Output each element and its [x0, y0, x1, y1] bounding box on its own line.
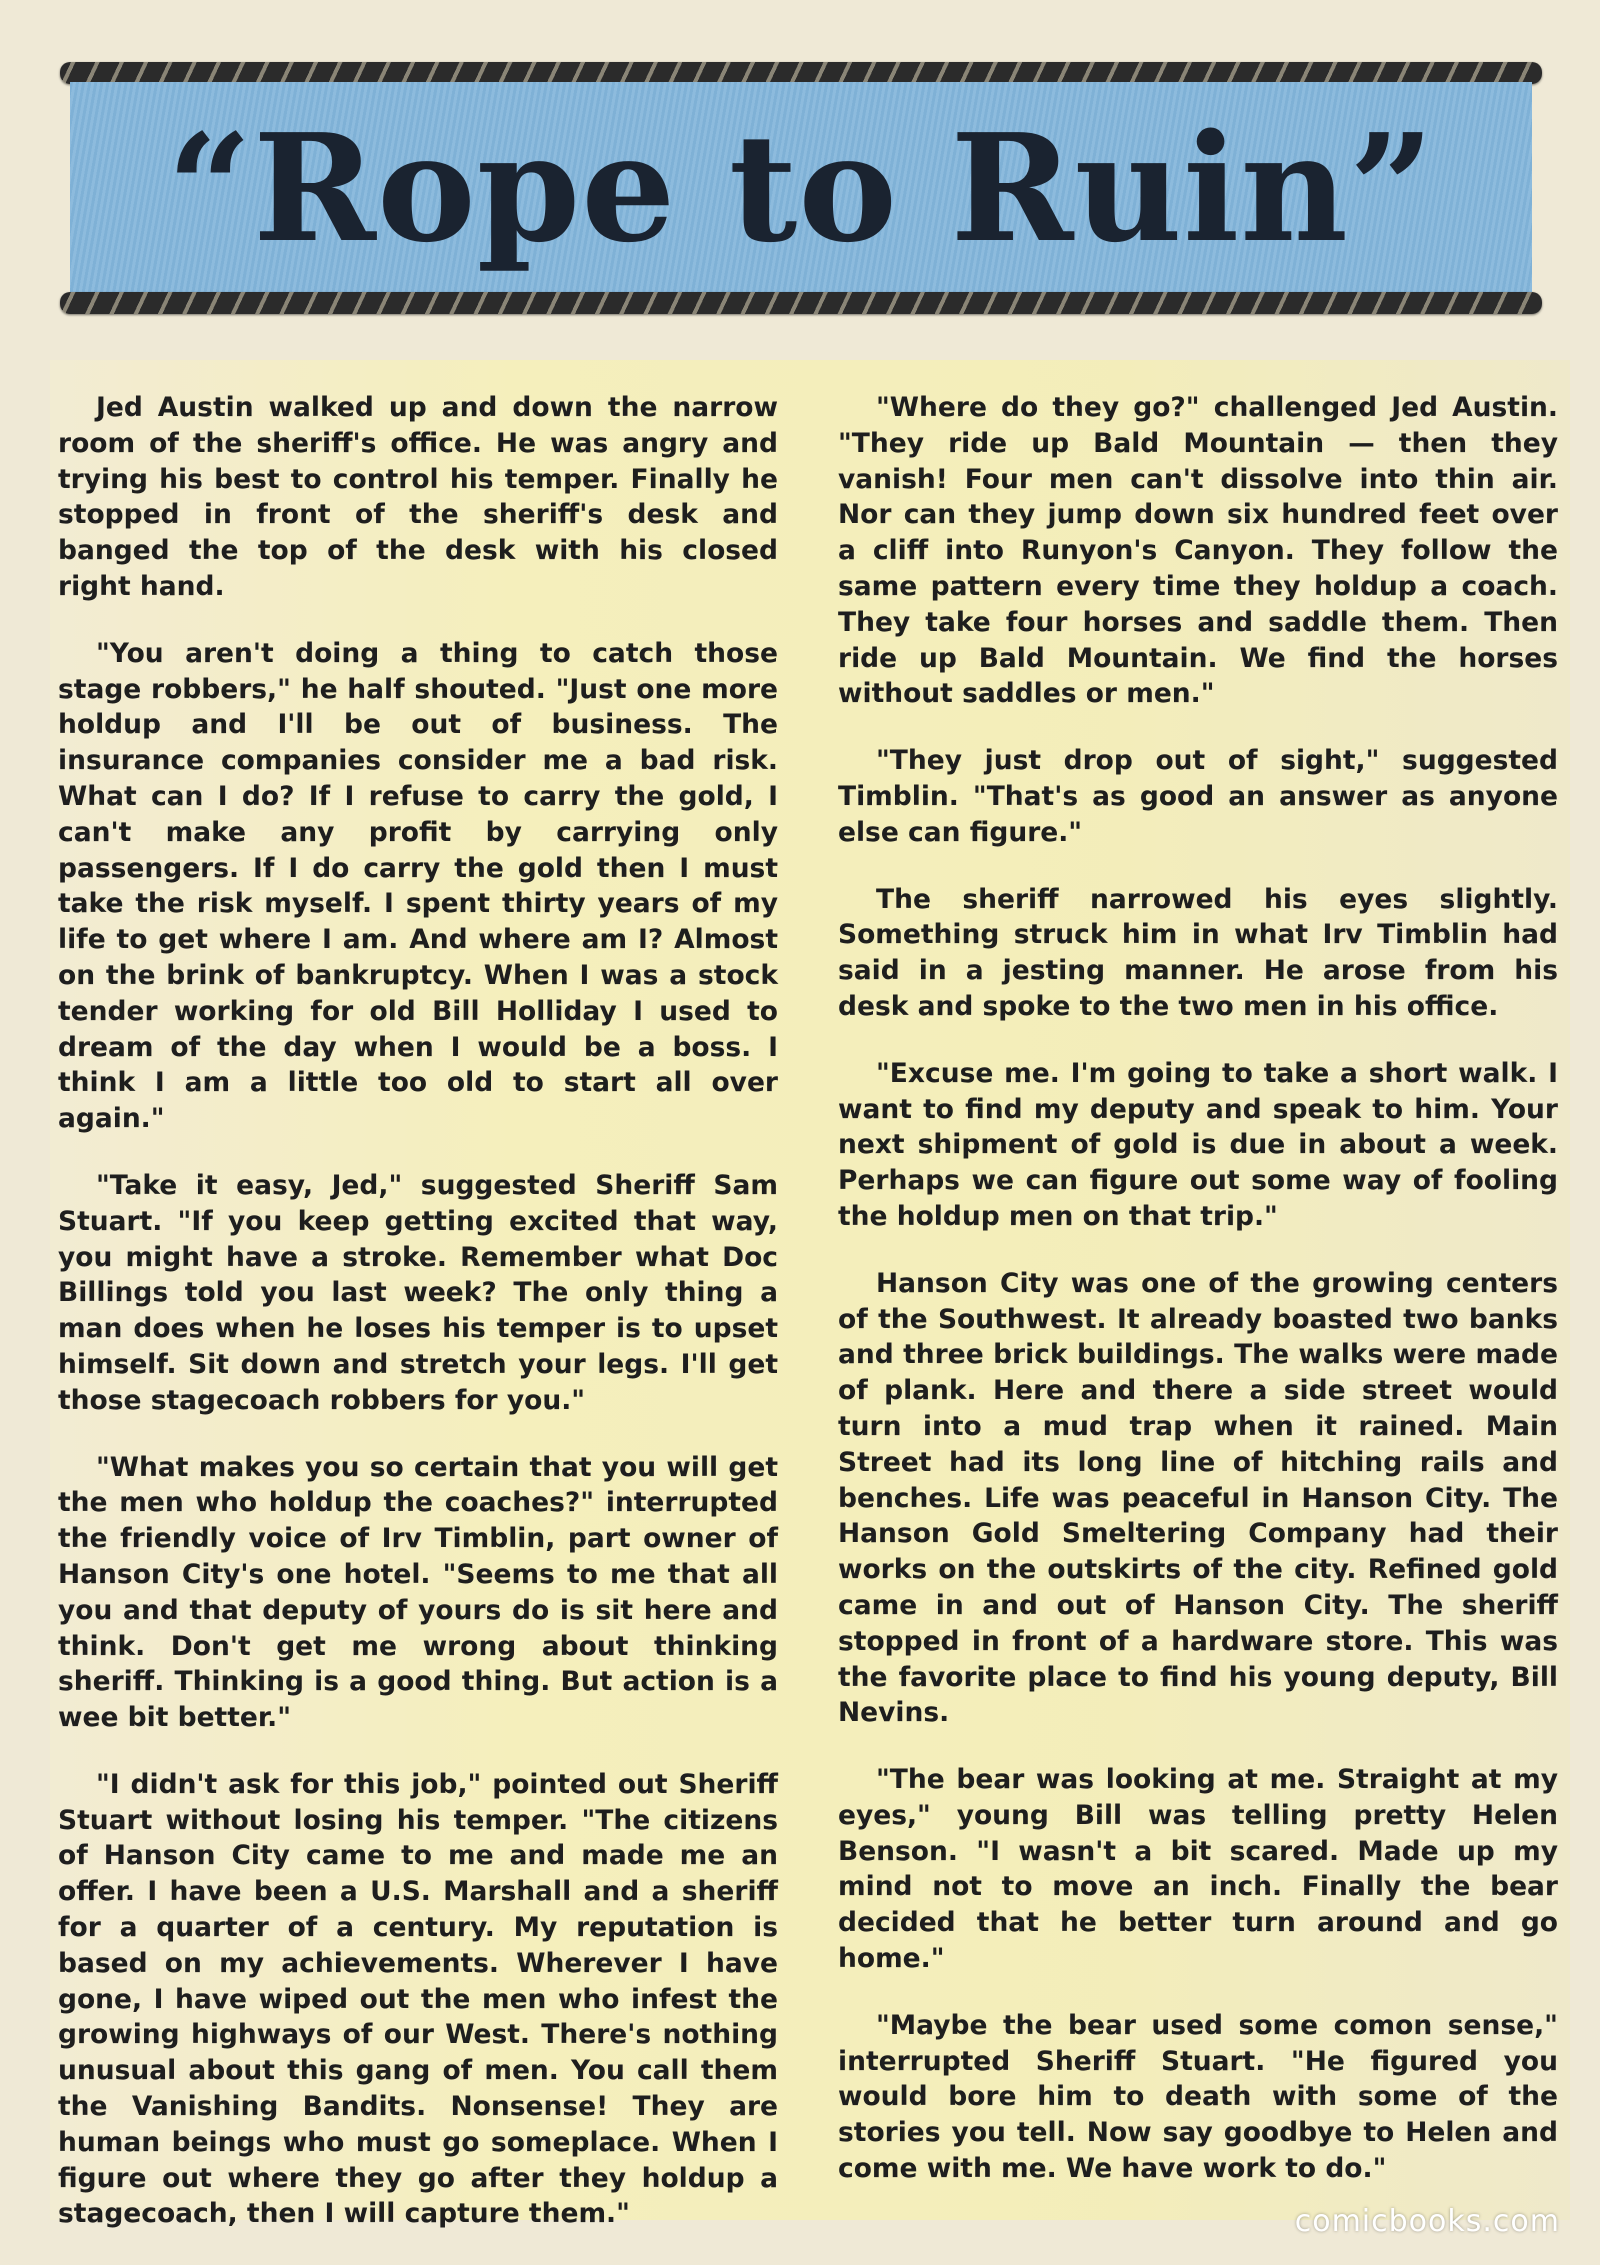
paragraph: "What makes you so certain that you will get the men who holdup the coaches?" interrupted the friendly voice of Irv Timblin, part owner of Hanson City's one hotel. "Seems to me that all you and that deputy of yours do is sit here and think. Don't get me wrong about thinking sheriff. Thinking is a good thing. But action is a wee bit better." — [58, 1451, 778, 1734]
story-title: “Rope to Ruin” — [166, 101, 1436, 275]
site-watermark: comicbooks.com — [1294, 2204, 1560, 2239]
left-column — [58, 390, 778, 2230]
paragraph: The sheriff narrowed his eyes slightly. Something struck him in what Irv Timblin had said in a jesting manner. He arose from his desk and spoke to the two men in his office. — [838, 883, 1558, 1022]
text-columns — [58, 390, 1558, 2230]
paragraph: Hanson City was one of the growing centers of the Southwest. It already boasted two banks and three brick buildings. The walks were made of plank. Here and there a side street would turn into a mud trap when it rained. Main Street had its long line of hitching rails and benches. Life was peaceful in Hanson City. The Hanson Gold Smeltering Company had their works on the outskirts of the city. Refined gold came in and out of Hanson City. The sheriff stopped in front of a hardware store. This was the favorite place to find his young deputy, Bill Nevins. — [838, 1267, 1558, 1729]
paragraph: "You aren't doing a thing to catch those stage robbers," he half shouted. "Just one more holdup and I'll be out of business. The insurance companies consider me a bad risk. What can I do? If I refuse to carry the gold, I can't make any profit by carrying only passengers. If I do carry the gold then I must take the risk myself. I spent thirty years of my life to get where I am. And where am I? Almost on the brink of bankruptcy. When I was a stock tender working for old Bill Holliday I used to dream of the day when I would be a boss. I think I am a little too old to start all over again." — [58, 637, 778, 1135]
banner-field — [70, 82, 1532, 294]
paragraph: "Maybe the bear used some comon sense," interrupted Sheriff Stuart. "He figured you would bore him to death with some of the stories you tell. Now say goodbye to Helen and come with me. We have work to do." — [838, 2009, 1558, 2185]
paragraph: "The bear was looking at me. Straight at my eyes," young Bill was telling pretty Helen Benson. "I wasn't a bit scared. Made up my mind not to move an inch. Finally the bear decided that he better turn around and go home." — [838, 1764, 1558, 1975]
paragraph: "Take it easy, Jed," suggested Sheriff Sam Stuart. "If you keep getting excited that way, you might have a stroke. Remember what Doc Billings told you last week? The only thing a man does when he loses his temper is to upset himself. Sit down and stretch your legs. I'll get those stagecoach robbers for you." — [58, 1169, 778, 1416]
paragraph: Jed Austin walked up and down the narrow room of the sheriff's office. He was angry and trying his best to control his temper. Finally he stopped in front of the sheriff's desk and banged the top of the desk with his closed right hand. — [58, 392, 778, 602]
paragraph: "Excuse me. I'm going to take a short walk. I want to find my deputy and speak to him. Your next shipment of gold is due in about a week. Perhaps we can figure out some way of fooling the holdup men on that trip." — [838, 1057, 1558, 1232]
rope-border-top — [60, 62, 1542, 84]
paragraph: "I didn't ask for this job," pointed out Sheriff Stuart without losing his temper. "The citizens of Hanson City came to me and made me an offer. I have been a U.S. Marshall and a sheriff for a quarter of a century. My reputation is based on my achievements. Wherever I have gone, I have wiped out the men who infest the growing highways of our West. There's nothing unusual about this gang of men. You call them the Vanishing Bandits. Nonsense! They are human beings who must go someplace. When I figure out where they go after they holdup a stagecoach, then I will capture them." — [58, 1768, 778, 2230]
paragraph: "Where do they go?" challenged Jed Austin. "They ride up Bald Mountain — then they vanish! Four men can't dissolve into thin air. Nor can they jump down six hundred feet over a cliff into Runyon's Canyon. They follow the same pattern every time they holdup a coach. They take four horses and saddle them. Then ride up Bald Mountain. We find the horses without saddles or men." — [838, 392, 1558, 710]
paragraph: "They just drop out of sight," suggested Timblin. "That's as good an answer as anyone else can figure." — [838, 745, 1558, 848]
title-banner — [60, 62, 1542, 314]
right-column — [838, 390, 1558, 2230]
rope-border-bottom — [60, 292, 1542, 314]
